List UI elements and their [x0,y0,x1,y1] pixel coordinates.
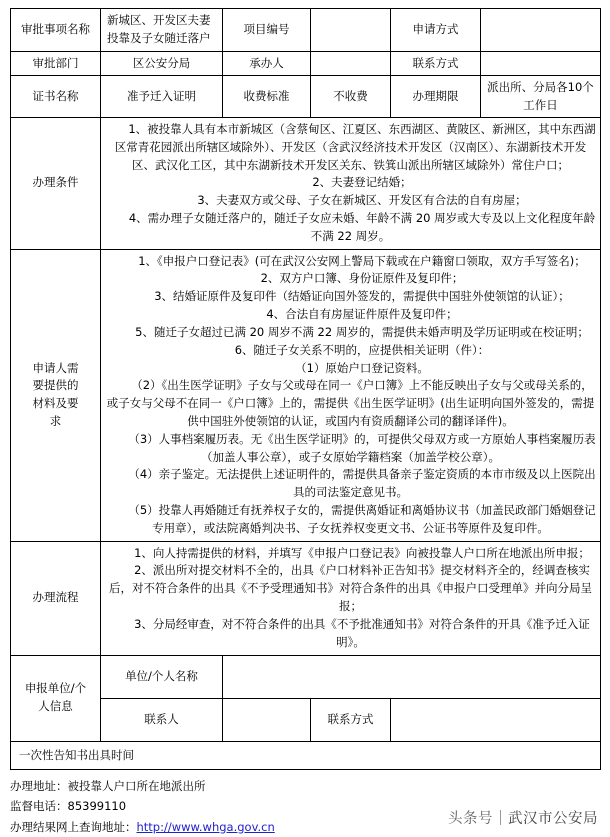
section-body-conditions [101,117,601,249]
material-item: 4、合法自有房屋证件原件及复印件； [266,307,458,322]
table-row [11,76,601,118]
table-row-notice [11,741,601,770]
condition-item: 2、夫妻登记结婚； [312,175,412,190]
field-label-project-no: 项目编号 [223,9,311,52]
footer-result-label: 办理结果网上查询地址： [10,819,137,834]
field-value-deadline: 派出所、分局各10个工作日 [481,76,601,118]
field-label-department: 审批部门 [11,51,101,76]
table-row [11,9,601,52]
watermark-platform: 头条号 [448,811,493,827]
material-sub-item: （5）投靠人再婚随迁有抚养权子女的，需提供离婚证和离婚协议书（加盖民政部门婚姻登记专用章），或法院离婚判决书、子女抚养权变更文书、公证书等原件及复印件。 [128,503,596,535]
material-item: 2、双方户口簿、身份证原件及复印件； [260,271,464,286]
field-value-fee: 不收费 [311,76,391,118]
material-item: 1、《申报户口登记表》(可在武汉公安网上警局下载或在户籍窗口领取，双方手写签名)； [138,253,586,268]
material-item: 5、随迁子女超过已满 20 周岁不满 22 周岁的，需提供未婚声明及学历证明或在校证明； [135,324,589,339]
material-sub-item: （4）亲子鉴定。无法提供上述证明件的，需提供具备亲子鉴定资质的本市市级及以上医院出具的司法鉴定意见书。 [128,467,596,500]
footer-address: 办理地址：被投靠人户口所在地派出所 [10,779,206,794]
condition-item: 3、夫妻双方或父母、子女在新城区、开发区有合法的自有房屋； [197,193,527,208]
footer-result-url[interactable]: http://www.whga.gov.cn [136,819,275,834]
field-label-contact-method: 联系方式 [311,698,391,741]
field-label-contact-person: 联系人 [101,698,223,741]
process-item: 1、向人持需提供的材料，并填写《申报户口登记表》向被投靠人户口所在地派出所申报； [134,545,590,560]
section-body-materials [101,249,601,541]
material-sub-item: （1）原始户口登记资料。 [295,360,429,375]
process-item: 2、派出所对提交材料不全的，出具《户口材料补正告知书》提交材料齐全的，经调查核实后，对不符合条件的出具《不予受理通知书》对符合条件的出具《申报户口受理单》并向分局呈报； [109,563,592,614]
field-value-contact-person [223,698,311,741]
table-row [11,51,601,76]
condition-item: 4、需办理子女随迁落户的，随迁子女应未婚、年龄不满 20 周岁或大专及以上文化程度年龄不满 22 周岁。 [128,211,596,243]
field-label-deadline: 办理期限 [391,76,481,118]
field-value-unit-name [223,655,601,698]
process-item: 3、分局经审查，对不符合条件的出具《不予批准通知书》对符合条件的开具《准予迁入证明》。 [134,616,590,649]
field-label-certificate: 证书名称 [11,76,101,118]
field-value-project-no [311,9,391,52]
field-value-department: 区公安分局 [101,51,223,76]
field-value-item-name: 新城区、开发区夫妻投靠及子女随迁落户 [101,9,223,52]
section-label-applicant-info: 申报单位/个人信息 [11,655,101,741]
field-label-fee: 收费标准 [223,76,311,118]
field-label-handler: 承办人 [223,51,311,76]
field-label-unit-name: 单位/个人名称 [101,655,223,698]
watermark-account: 武汉市公安局 [508,811,598,827]
field-label-apply-method: 申请方式 [391,9,481,52]
field-value-contact [481,51,601,76]
approval-item-table [10,8,601,770]
footer-supervise-phone: 监督电话：85399110 [10,799,127,814]
watermark-divider [500,810,501,825]
condition-item: 1、被投靠人具有本市新城区（含蔡甸区、江夏区、东西湖区、黄陂区、新洲区，其中东西湖区常青花园派出所辖区域除外）、开发区（含武汉经济技术开发区（汉南区）、东湖新技术开发区、武汉化工区，其中东湖新技术开发区关东、铁箕山派出所辖区域除外）常住户口； [114,121,596,172]
section-label-materials: 申请人需要提供的材料及要求 [11,249,101,541]
section-label-notice-time: 一次性告知书出具时间 [11,741,601,770]
material-item: 3、结婚证原件及复印件（结婚证向国外签发的，需提供中国驻外使领馆的认证）； [154,289,570,304]
watermark [448,807,598,828]
field-value-apply-method [481,9,601,52]
table-row-conditions [11,117,601,249]
table-row-materials [11,249,601,541]
field-value-contact-method [391,698,601,741]
field-value-certificate: 准予迁入证明 [101,76,223,118]
section-label-process: 办理流程 [11,541,101,655]
field-value-handler [311,51,391,76]
table-row-process [11,541,601,655]
table-row-applicant-1 [11,655,601,698]
section-body-process [101,541,601,655]
material-sub-item: （3）人事档案履历表。无《出生医学证明》的，可提供父母双方或一方原始人事档案履历表（加盖人事公章），或子女原始学籍档案（加盖学校公章）。 [128,431,596,464]
field-label-item-name: 审批事项名称 [11,9,101,52]
field-label-contact: 联系方式 [391,51,481,76]
material-item: 6、随迁子女关系不明的，应提供相关证明（件）： [234,342,490,357]
material-sub-item: （2）《出生医学证明》子女与父或母在同一《户口簿》上不能反映出子女与父或母关系的，或子女与父母不在同一《户口簿》上的，需提供《出生医学证明》(出生证明向国外签发的，需提供中国驻外使领馆的认证，或国内有资质翻译公司的翻译译件)。 [106,378,595,428]
section-label-conditions: 办理条件 [11,117,101,249]
